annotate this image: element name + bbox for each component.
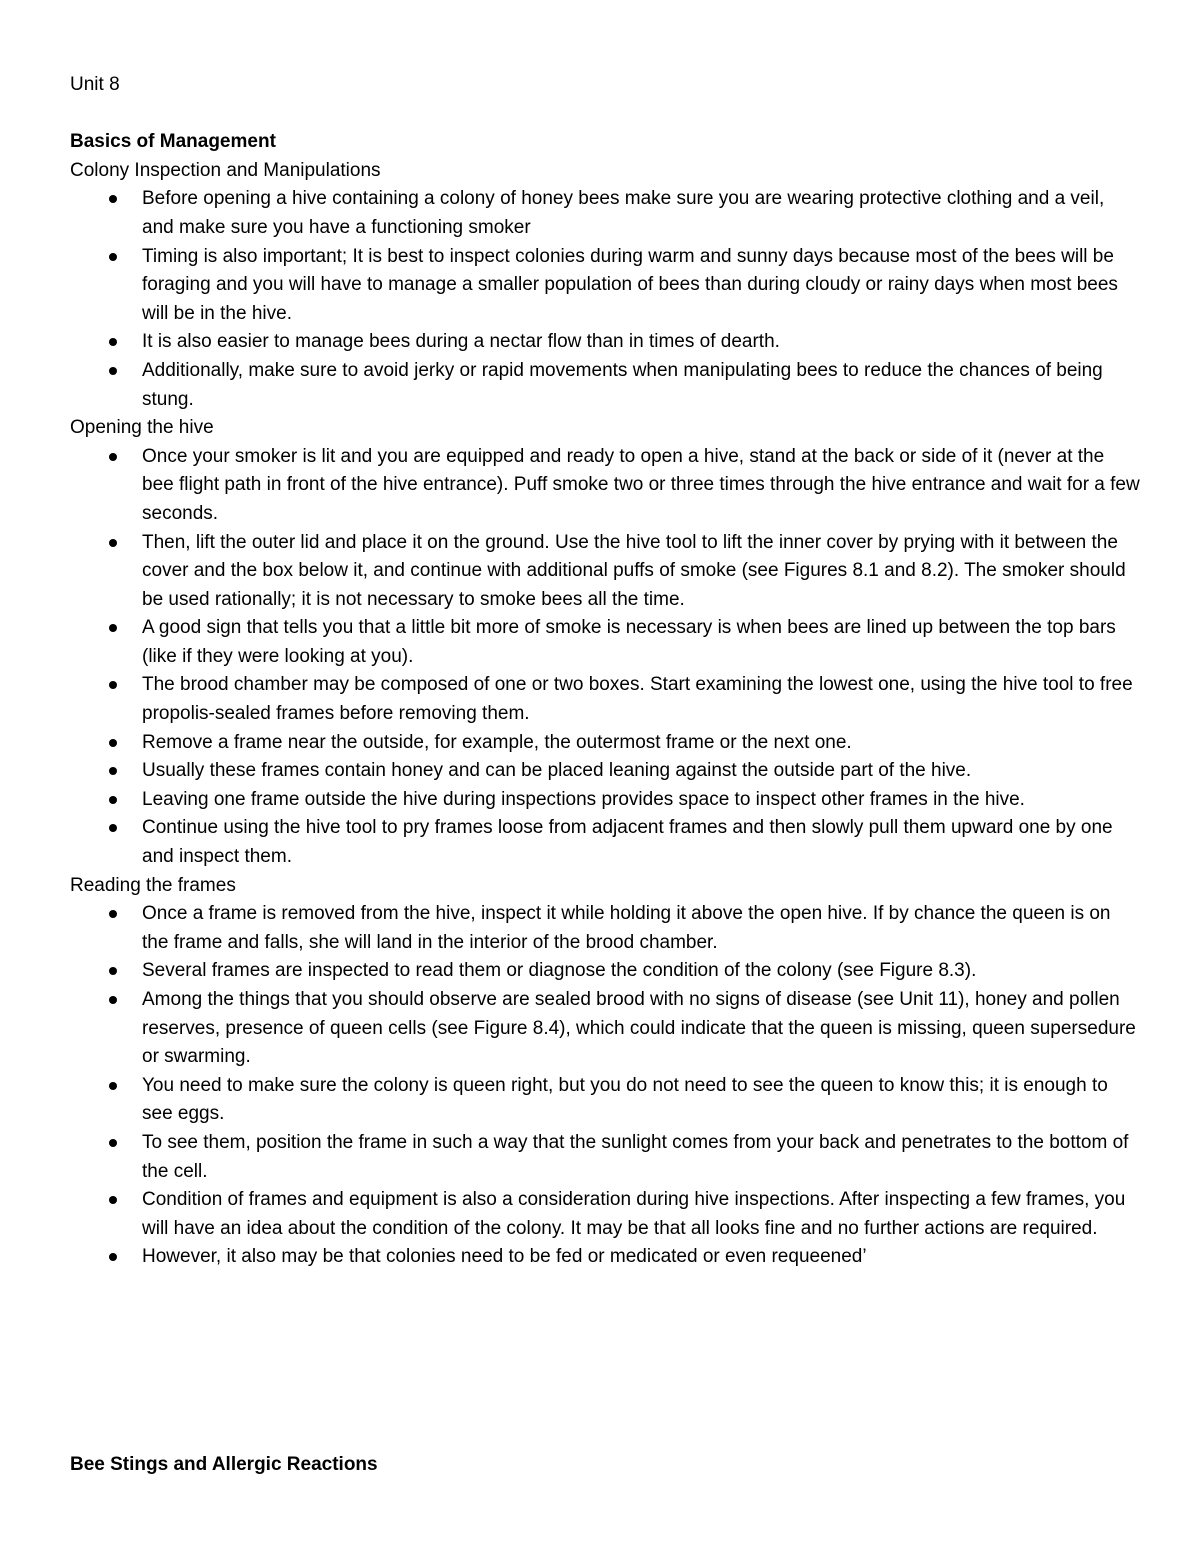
bullet-icon [109, 1139, 117, 1147]
list-item: You need to make sure the colony is queen right, but you do not need to see the queen to know this; it is enough to see eggs. [70, 1072, 1140, 1129]
bullet-icon [109, 739, 117, 747]
document-page [70, 71, 1140, 1272]
list-item: Leaving one frame outside the hive during inspections provides space to inspect other frames in the hive. [70, 786, 1140, 815]
list-item: Before opening a hive containing a colony of honey bees make sure you are wearing protective clothing and a veil, and make sure you have a functioning smoker [70, 185, 1140, 242]
list-item: Once a frame is removed from the hive, inspect it while holding it above the open hive. If by chance the queen is on the frame and falls, she will land in the interior of the brood chamber. [70, 900, 1140, 957]
subheading-opening-hive: Opening the hive [70, 417, 214, 439]
list-item: Remove a frame near the outside, for example, the outermost frame or the next one. [70, 729, 1140, 758]
subheading-colony-inspection: Colony Inspection and Manipulations [70, 159, 381, 181]
section-heading: Basics of Management [70, 131, 276, 153]
bullet-list-opening-hive [70, 443, 1140, 872]
bullet-icon [109, 539, 117, 547]
list-item: Then, lift the outer lid and place it on the ground. Use the hive tool to lift the inner cover by prying with it between the cover and the box below it, and continue with additional puffs of smoke (see Figures 8.1 and 8.2). The smoker should be used rationally; it is not necessary to smoke bees all the time. [70, 529, 1140, 615]
unit-title: Unit 8 [70, 74, 120, 95]
bullet-icon [109, 1196, 117, 1204]
bullet-icon [109, 367, 117, 375]
list-item: Usually these frames contain honey and can be placed leaning against the outside part of the hive. [70, 757, 1140, 786]
list-item: Several frames are inspected to read them or diagnose the condition of the colony (see Figure 8.3). [70, 957, 1140, 986]
bullet-icon [109, 1253, 117, 1261]
bullet-icon [109, 195, 117, 203]
bullet-icon [109, 253, 117, 261]
bullet-icon [109, 681, 117, 689]
bullet-icon [109, 996, 117, 1004]
list-item: Additionally, make sure to avoid jerky or rapid movements when manipulating bees to reduce the chances of being stung. [70, 357, 1140, 414]
subheading-reading-frames: Reading the frames [70, 874, 236, 896]
bullet-icon [109, 767, 117, 775]
list-item: However, it also may be that colonies need to be fed or medicated or even requeened’ [70, 1243, 1140, 1272]
list-item: To see them, position the frame in such a way that the sunlight comes from your back and penetrates to the bottom of the cell. [70, 1129, 1140, 1186]
bullet-icon [109, 967, 117, 975]
bullet-list-colony-inspection [70, 185, 1140, 414]
blank-line [70, 100, 1140, 129]
list-item: The brood chamber may be composed of one or two boxes. Start examining the lowest one, using the hive tool to free propolis-sealed frames before removing them. [70, 671, 1140, 728]
bottom-section-heading: Bee Stings and Allergic Reactions [70, 1454, 378, 1475]
bullet-icon [109, 453, 117, 461]
list-item: Among the things that you should observe are sealed brood with no signs of disease (see Unit 11), honey and pollen reserves, presence of queen cells (see Figure 8.4), which could indicate that the queen is missing, queen supersedure or swarming. [70, 986, 1140, 1072]
bullet-icon [109, 796, 117, 804]
bullet-list-reading-frames [70, 900, 1140, 1272]
list-item: A good sign that tells you that a little bit more of smoke is necessary is when bees are lined up between the top bars (like if they were looking at you). [70, 614, 1140, 671]
list-item: Condition of frames and equipment is also a consideration during hive inspections. After inspecting a few frames, you will have an idea about the condition of the colony. It may be that all looks fine and no further actions are required. [70, 1186, 1140, 1243]
bullet-icon [109, 910, 117, 918]
bullet-icon [109, 338, 117, 346]
list-item: Continue using the hive tool to pry frames loose from adjacent frames and then slowly pull them upward one by one and inspect them. [70, 814, 1140, 871]
bullet-icon [109, 824, 117, 832]
list-item: It is also easier to manage bees during a nectar flow than in times of dearth. [70, 328, 1140, 357]
list-item: Once your smoker is lit and you are equipped and ready to open a hive, stand at the back or side of it (never at the bee flight path in front of the hive entrance). Puff smoke two or three times through the hive entrance and wait for a few seconds. [70, 443, 1140, 529]
bullet-icon [109, 1082, 117, 1090]
bullet-icon [109, 624, 117, 632]
list-item: Timing is also important; It is best to inspect colonies during warm and sunny days because most of the bees will be foraging and you will have to manage a smaller population of bees than during cloudy or rainy days when most bees will be in the hive. [70, 243, 1140, 329]
